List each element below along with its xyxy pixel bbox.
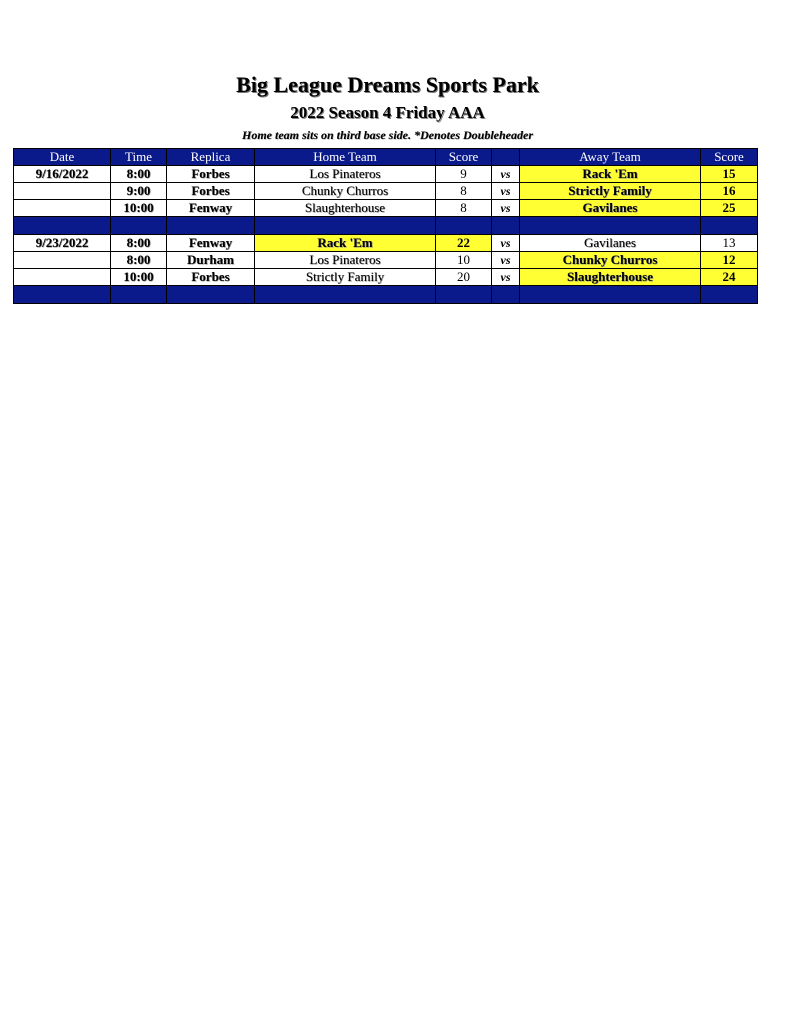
away-score: 13 (701, 235, 758, 252)
game-replica: Forbes (167, 183, 255, 200)
game-replica: Fenway (167, 200, 255, 217)
header-away-score: Score (701, 149, 758, 166)
home-team: Chunky Churros (255, 183, 436, 200)
header-away-team: Away Team (520, 149, 701, 166)
home-team: Los Pinateros (255, 252, 436, 269)
game-replica: Forbes (167, 269, 255, 286)
game-time: 10:00 (111, 269, 167, 286)
game-time: 8:00 (111, 235, 167, 252)
game-time: 10:00 (111, 200, 167, 217)
game-date (14, 269, 111, 286)
away-score: 16 (701, 183, 758, 200)
header-vs (492, 149, 520, 166)
table-row (14, 166, 758, 183)
table-row (14, 200, 758, 217)
header-row (14, 149, 758, 166)
away-score: 24 (701, 269, 758, 286)
game-date (14, 200, 111, 217)
vs-label: vs (492, 252, 520, 269)
vs-label: vs (492, 235, 520, 252)
page-title: Big League Dreams Sports Park (236, 72, 539, 97)
game-replica: Forbes (167, 166, 255, 183)
header-time: Time (111, 149, 167, 166)
home-score: 8 (436, 183, 492, 200)
home-team: Strictly Family (255, 269, 436, 286)
game-date (14, 252, 111, 269)
game-time: 8:00 (111, 166, 167, 183)
header-home-team: Home Team (255, 149, 436, 166)
home-score: 9 (436, 166, 492, 183)
away-score: 15 (701, 166, 758, 183)
home-team: Los Pinateros (255, 166, 436, 183)
home-team: Slaughterhouse (255, 200, 436, 217)
page-subtitle: 2022 Season 4 Friday AAA (290, 103, 485, 122)
away-team: Chunky Churros (520, 252, 701, 269)
game-replica: Fenway (167, 235, 255, 252)
away-team: Strictly Family (520, 183, 701, 200)
game-date: 9/23/2022 (14, 235, 111, 252)
header-date: Date (14, 149, 111, 166)
away-score: 12 (701, 252, 758, 269)
home-score: 22 (436, 235, 492, 252)
schedule-note: Home team sits on third base side. *Denotes Doubleheader (242, 128, 533, 142)
table-row (14, 269, 758, 286)
week-separator (14, 217, 758, 235)
vs-label: vs (492, 269, 520, 286)
home-score: 20 (436, 269, 492, 286)
table-row (14, 183, 758, 200)
schedule-table (13, 148, 758, 304)
vs-label: vs (492, 200, 520, 217)
week-separator (14, 286, 758, 304)
away-score: 25 (701, 200, 758, 217)
home-score: 8 (436, 200, 492, 217)
away-team: Gavilanes (520, 200, 701, 217)
game-replica: Durham (167, 252, 255, 269)
game-time: 8:00 (111, 252, 167, 269)
schedule-body (14, 166, 758, 304)
header-home-score: Score (436, 149, 492, 166)
away-team: Rack 'Em (520, 166, 701, 183)
away-team: Slaughterhouse (520, 269, 701, 286)
table-row (14, 252, 758, 269)
vs-label: vs (492, 166, 520, 183)
game-date: 9/16/2022 (14, 166, 111, 183)
game-time: 9:00 (111, 183, 167, 200)
header-replica: Replica (167, 149, 255, 166)
away-team: Gavilanes (520, 235, 701, 252)
game-date (14, 183, 111, 200)
home-score: 10 (436, 252, 492, 269)
home-team: Rack 'Em (255, 235, 436, 252)
table-row (14, 235, 758, 252)
vs-label: vs (492, 183, 520, 200)
